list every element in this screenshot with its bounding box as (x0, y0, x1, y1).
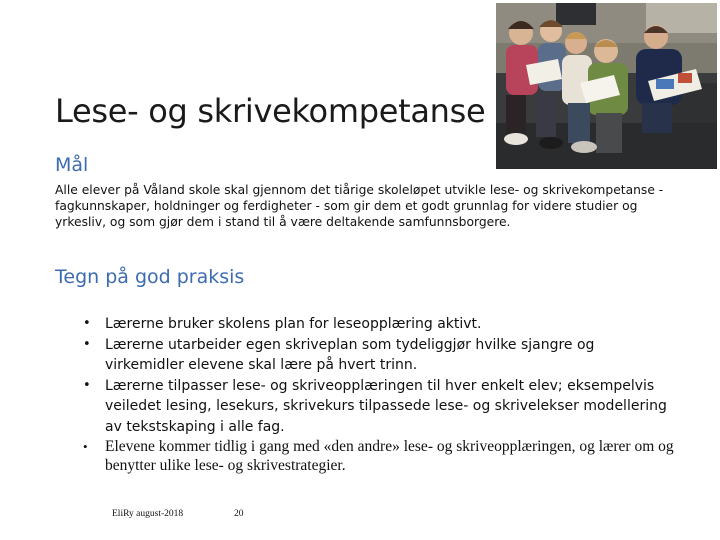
slide-title: Lese- og skrivekompetanse (55, 92, 486, 130)
bullet-icon: • (83, 439, 88, 454)
list-item (55, 437, 675, 475)
list-item (55, 314, 675, 335)
classroom-photo (496, 3, 717, 169)
bullet-icon: • (83, 316, 91, 331)
bullet-text: Lærerne utarbeider egen skriveplan som tydeliggjør hvilke sjangre og virkemidler elevene skal lære på hvert trinn. (105, 336, 595, 373)
practice-bullet-list (55, 314, 675, 475)
bullet-icon: • (83, 336, 91, 352)
goal-heading: Mål (55, 154, 89, 176)
list-item (55, 376, 675, 438)
footer-author-date: EliRy august-2018 (112, 509, 184, 519)
bullet-text: Elevene kommer tidlig i gang med «den andre» lese- og skriveopplæringen, og lærer om og benytter ulike lese- og skrivestrategier. (105, 438, 674, 474)
bullet-text: Lærerne tilpasser lese- og skriveopplæringen til hver enkelt elev; eksempelvis veiledet lesing, lesekurs, skrivekurs tilpassede lese- og skrivelekser modellering av tekstskaping i alle fag. (105, 377, 667, 435)
bullet-icon: • (83, 377, 91, 393)
page-number: 20 (234, 509, 244, 519)
list-item (55, 335, 675, 376)
practice-heading: Tegn på god praksis (55, 266, 245, 288)
goal-paragraph: Alle elever på Våland skole skal gjennom det tiårige skoleløpet utvikle lese- og skrivekompetanse - fagkunnskaper, holdninger og ferdigheter - som gir dem et godt grunnlag for videre studier og yrkesliv, og som gjør dem i stand til å være deltakende samfunnsborgere. (55, 183, 664, 229)
bullet-text: Lærerne bruker skolens plan for leseopplæring aktivt. (105, 316, 482, 332)
